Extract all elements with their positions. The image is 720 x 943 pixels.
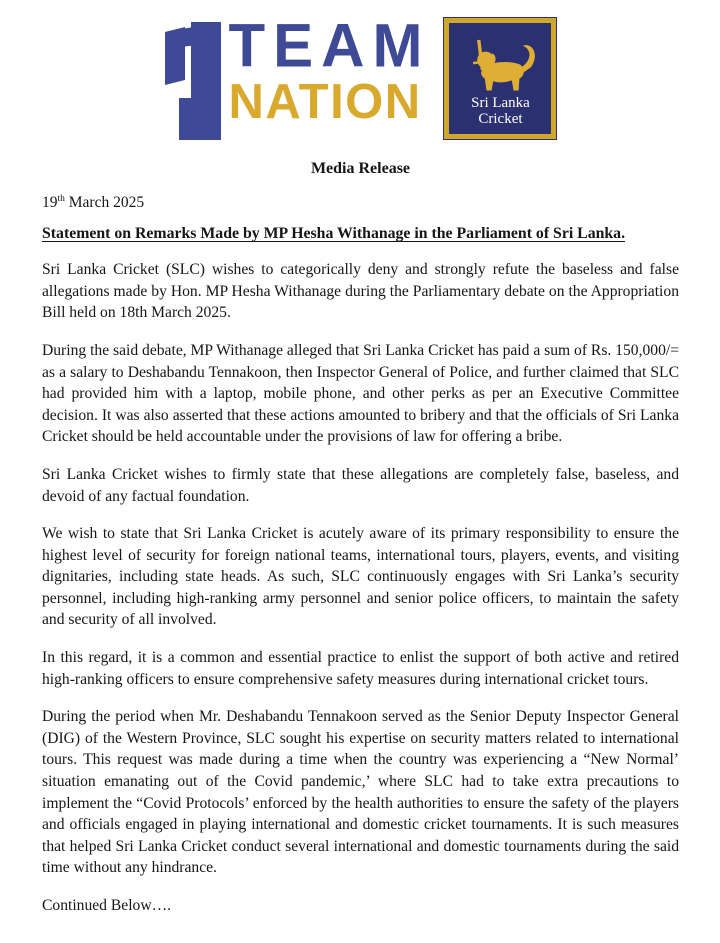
document-type-heading: Media Release xyxy=(310,160,411,177)
statement-body xyxy=(42,259,679,879)
slc-badge-line1: Sri Lanka xyxy=(471,95,530,111)
date-line xyxy=(42,194,679,212)
slc-badge-text xyxy=(471,96,530,128)
team-word: TEAM xyxy=(228,11,431,80)
statement-title: Statement on Remarks Made by MP Hesha Withanage in the Parliament of Sri Lanka. xyxy=(42,225,626,243)
one-team-one-nation-logo xyxy=(165,11,431,140)
slc-badge-line2: Cricket xyxy=(478,110,523,127)
lion-sword-icon xyxy=(462,38,538,94)
paragraph-2: During the said debate, MP Withanage alleged that Sri Lanka Cricket has paid a sum of Rs. 150,000/= as a salary to Deshabandu Tennakoon, then Inspector General of Police, and further claimed that SLC had provided him with a laptop, mobile phone, and other perks as per an Executive Committee decision. It was also asserted that these actions amounted to bribery and that the officials of Sri Lanka Cricket should be held accountable under the provisions of law for offering a bribe. xyxy=(42,341,679,446)
nation-word: NATION xyxy=(228,75,422,129)
date-day: 19 xyxy=(42,194,58,212)
logo-header xyxy=(42,11,679,140)
logo-wordmark xyxy=(228,11,431,129)
paragraph-6: During the period when Mr. Deshabandu Tennakoon served as the Senior Deputy Inspector General (DIG) of the Western Province, SLC sought his expertise on security matters related to international tours. This request was made during a time when the country was experiencing a “New Normal’ situation emanating out of the Covid pandemic,’ where SLC had to take extra precautions to implement the “Covid Protocols’ enforced by the health authorities to ensure the safety of the players and officials engaged in playing international and domestic cricket tournaments. It is such measures that helped Sri Lanka Cricket conduct several international and domestic tournaments during the said time without any hindrance. xyxy=(42,708,679,877)
numeral-one-icon xyxy=(165,16,227,140)
date-ordinal: th xyxy=(57,194,65,204)
sri-lanka-cricket-logo xyxy=(444,18,556,139)
paragraph-4: We wish to state that Sri Lanka Cricket is acutely aware of its primary responsibility to ensure the highest level of security for foreign national teams, international tours, players, events, and visiting dignitaries, including state heads. As such, SLC continuously engages with Sri Lanka’s security personnel, including high-ranking army personnel and senior police officers, to maintain the safety and security of all involved. xyxy=(42,525,679,629)
paragraph-3: Sri Lanka Cricket wishes to firmly state that these allegations are completely false, baseless, and devoid of any factual foundation. xyxy=(42,465,679,505)
date-rest: March 2025 xyxy=(64,194,145,212)
paragraph-1: Sri Lanka Cricket (SLC) wishes to categorically deny and strongly refute the baseless and false allegations made by Hon. MP Hesha Withanage during the Parliamentary debate on the Appropriation Bill held on 18th March 2025. xyxy=(42,261,679,322)
continued-note: Continued Below…. xyxy=(42,897,172,914)
paragraph-5: In this regard, it is a common and essential practice to enlist the support of both active and retired high-ranking officers to ensure comprehensive safety measures during international cricket tours. xyxy=(42,649,679,688)
